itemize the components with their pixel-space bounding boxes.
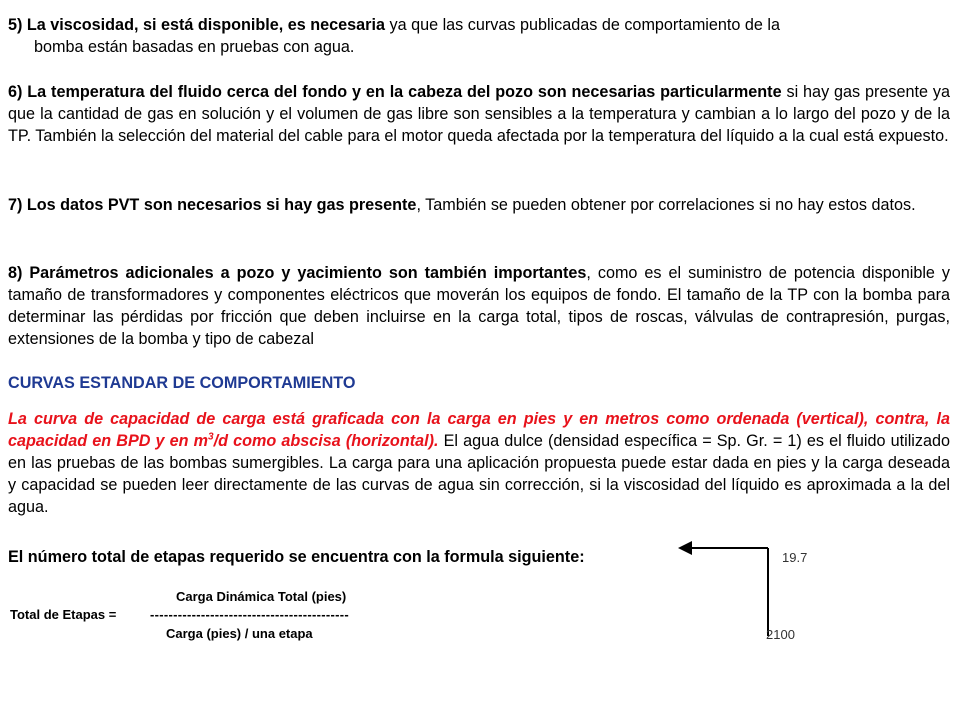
formula-denominator: Carga (pies) / una etapa <box>166 626 313 641</box>
p5-line2: bomba están basadas en pruebas con agua. <box>34 38 355 56</box>
paragraph-10: El número total de etapas requerido se encuentra con la formula siguiente: <box>8 548 585 566</box>
p7-lead: 7) Los datos PVT son necesarios si hay gas presente <box>8 196 417 214</box>
p7-rest: , También se pueden obtener por correlaciones si no hay estos datos. <box>416 196 916 214</box>
annot-top-value: 19.7 <box>782 550 808 565</box>
p5-lead: 5) La viscosidad, si está disponible, es necesaria <box>8 16 385 34</box>
paragraph-7 <box>8 194 950 216</box>
paragraph-5 <box>8 14 950 58</box>
annot-bottom-value: 2100 <box>766 627 795 642</box>
formula-lhs: Total de Etapas = <box>10 607 117 622</box>
formula-numerator: Carga Dinámica Total (pies) <box>176 589 347 604</box>
section-heading: CURVAS ESTANDAR DE COMPORTAMIENTO <box>8 374 356 392</box>
paragraph-8 <box>8 262 950 350</box>
p5-rest: ya que las curvas publicadas de comportamiento de la <box>384 16 781 34</box>
p8-rest: , como es el suministro de potencia disponible y tamaño de transformadores y componentes eléctricos que moverán los equipos de fondo. El tamaño de la TP con la bomba para determinar las pérdidas por fricción que deben incluirse en la carga total, tipos de roscas, válvulas de contrapresión, purgas, extensiones de la bomba y tipo de cabezal <box>8 264 951 348</box>
p6-rest: si hay gas presente ya que la cantidad de gas en solución y el volumen de gas libre son sensibles a la temperatura y cambian a lo largo del pozo y de la TP. También la selección del material del cable para el motor queda afectada por la temperatura del líquido a la cual está expuesto. <box>8 83 951 145</box>
p9-superscript: 3 <box>208 431 214 443</box>
arrow-head-icon <box>678 541 692 555</box>
p8-lead: 8) Parámetros adicionales a pozo y yacimiento son también importantes <box>8 264 587 282</box>
formula-bar: ------------------------------------------- <box>150 607 350 622</box>
paragraph-6 <box>8 81 950 147</box>
p9-red-b: /d como abscisa (horizontal). <box>213 432 439 450</box>
p6-lead: 6) La temperatura del fluido cerca del fondo y en la cabeza del pozo son necesarias particularmente <box>8 83 782 101</box>
paragraph-9 <box>8 408 950 518</box>
p9-red-a: La curva de capacidad de carga está graficada con la carga en pies y en metros como ordenada (vertical), contra, la capacidad en BPD y en m <box>8 410 950 450</box>
p9-rest: El agua dulce (densidad específica = Sp. Gr. = 1) es el fluido utilizado en las pruebas de las bombas sumergibles. La carga para una aplicación propuesta puede estar dada en pies y la carga deseada y capacidad se pueden leer directamente de las curvas de agua sin corrección, si la viscosidad del líquido es aproximada a la del agua. <box>8 432 950 516</box>
